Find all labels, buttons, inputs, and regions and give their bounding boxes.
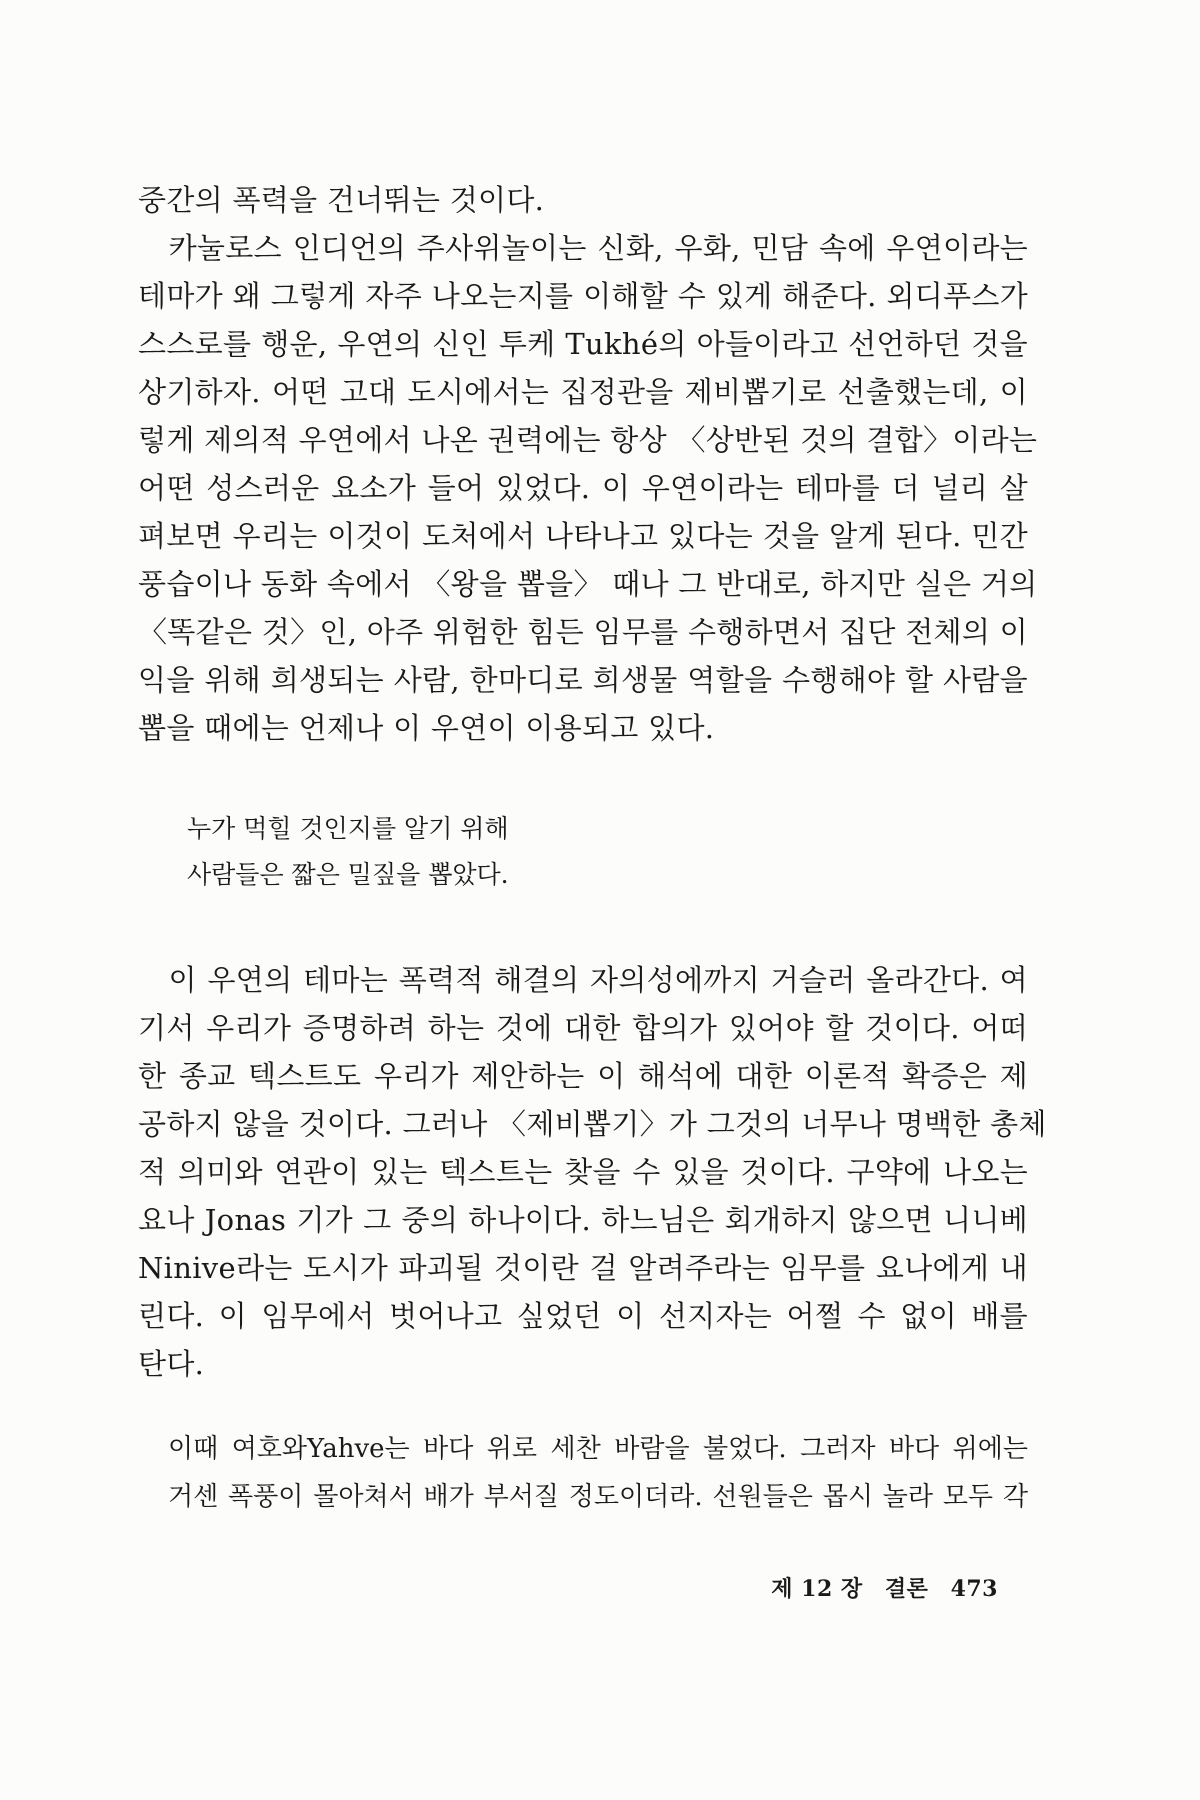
text-line: 카눌로스 인디언의 주사위놀이는 신화, 우화, 민담 속에 우연이라는	[138, 231, 1028, 265]
chapter-label: 제 12 장	[771, 1576, 863, 1602]
text-line: Ninive라는 도시가 파괴될 것이란 걸 알려주라는 임무를 요나에게 내	[138, 1251, 1028, 1285]
page-number: 473	[950, 1576, 998, 1602]
quote-line: 거센 폭풍이 몰아쳐서 배가 부서질 정도이더라. 선원들은 몹시 놀라 모두 각	[168, 1482, 1028, 1512]
page-footer	[771, 1572, 998, 1603]
chapter-title: 결론	[884, 1576, 929, 1602]
paragraph-2	[138, 956, 1047, 1388]
text-line: 이 우연의 테마는 폭력적 해결의 자의성에까지 거슬러 올라간다. 여	[138, 963, 1028, 997]
text-line: 뽑을 때에는 언제나 이 우연이 이용되고 있다.	[138, 711, 715, 745]
text-line: 스스로를 행운, 우연의 신인 투케 Tukhé의 아들이라고 선언하던 것을	[138, 327, 1028, 361]
text-line: 풍습이나 동화 속에서 〈왕을 뽑을〉 때나 그 반대로, 하지만 실은 거의	[138, 567, 1038, 601]
text-line: 어떤 성스러운 요소가 들어 있었다. 이 우연이라는 테마를 더 널리 살	[138, 471, 1028, 505]
text-line: 린다. 이 임무에서 벗어나고 싶었던 이 선지자는 어쩔 수 없이 배를	[138, 1299, 1028, 1333]
text-line: 렇게 제의적 우연에서 나온 권력에는 항상 〈상반된 것의 결합〉이라는	[138, 423, 1038, 457]
block-quote-1	[187, 806, 509, 898]
text-line: 상기하자. 어떤 고대 도시에서는 집정관을 제비뽑기로 선출했는데, 이	[138, 375, 1028, 409]
text-line: 익을 위해 희생되는 사람, 한마디로 희생물 역할을 수행해야 할 사람을	[138, 663, 1028, 697]
quote-line: 이때 여호와Yahve는 바다 위로 세찬 바람을 불었다. 그러자 바다 위에는	[168, 1434, 1028, 1464]
text-line: 탄다.	[138, 1347, 205, 1381]
quote-line: 사람들은 짧은 밀짚을 뽑았다.	[187, 860, 509, 889]
text-line: 중간의 폭력을 건너뛰는 것이다.	[138, 183, 545, 217]
text-line: 한 종교 텍스트도 우리가 제안하는 이 해석에 대한 이론적 확증은 제	[138, 1059, 1028, 1093]
paragraph-1	[138, 176, 1038, 752]
text-line: 펴보면 우리는 이것이 도처에서 나타나고 있다는 것을 알게 된다. 민간	[138, 519, 1028, 553]
text-line: 테마가 왜 그렇게 자주 나오는지를 이해할 수 있게 해준다. 외디푸스가	[138, 279, 1028, 313]
text-line: 〈똑같은 것〉인, 아주 위험한 힘든 임무를 수행하면서 집단 전체의 이	[138, 615, 1028, 649]
text-line: 공하지 않을 것이다. 그러나 〈제비뽑기〉가 그것의 너무나 명백한 총체	[138, 1107, 1047, 1141]
text-line: 적 의미와 연관이 있는 텍스트는 찾을 수 있을 것이다. 구약에 나오는	[138, 1155, 1028, 1189]
text-line: 기서 우리가 증명하려 하는 것에 대한 합의가 있어야 할 것이다. 어떠	[138, 1011, 1028, 1045]
text-line: 요나 Jonas 기가 그 중의 하나이다. 하느님은 회개하지 않으면 니니베	[138, 1203, 1028, 1237]
quote-line: 누가 먹힐 것인지를 알기 위해	[187, 814, 509, 843]
block-quote-2	[168, 1425, 1028, 1521]
